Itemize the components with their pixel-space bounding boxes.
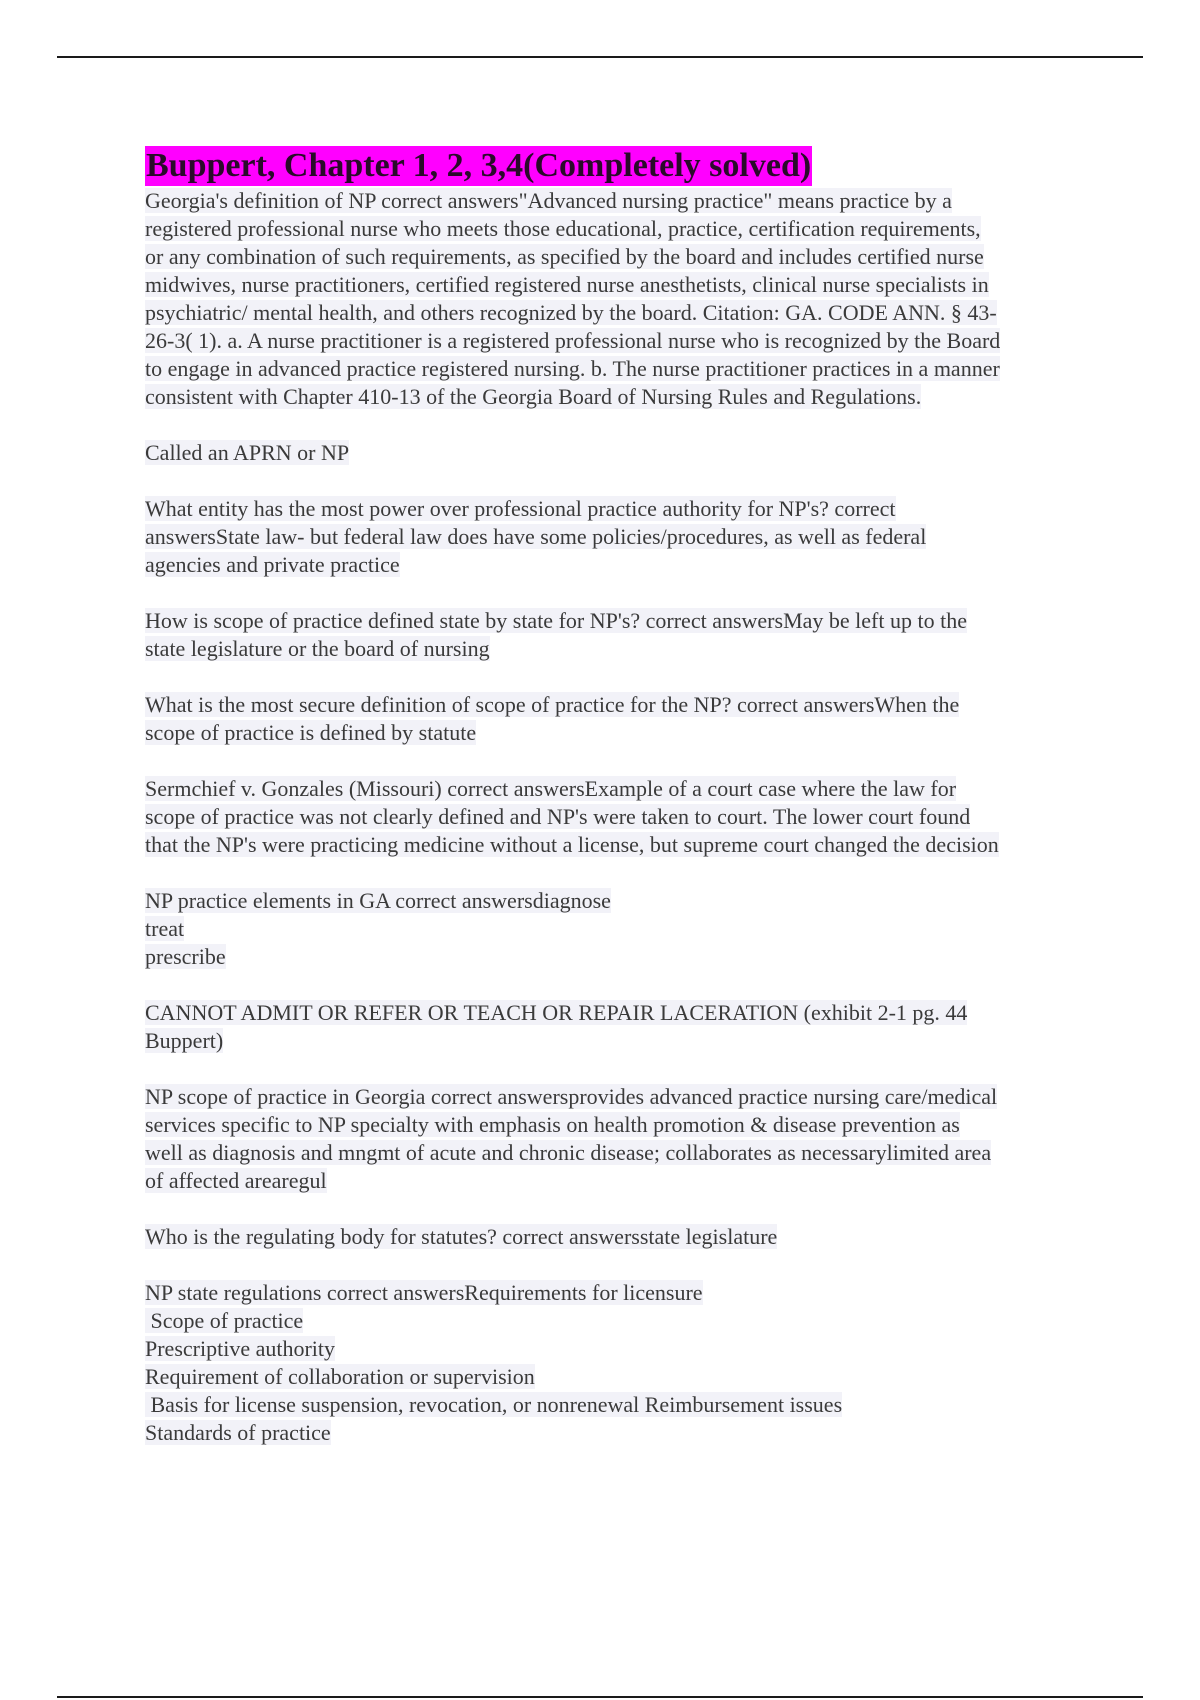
line-text: or any combination of such requirements, as specified by the board and includes certified nurse: [145, 244, 984, 269]
line-text: registered professional nurse who meets those educational, practice, certification requirements,: [145, 216, 981, 241]
paragraph-line: [145, 215, 1095, 243]
line-text: to engage in advanced practice registered nursing. b. The nurse practitioner practices in a manner: [145, 356, 1000, 381]
line-text: of affected arearegul: [145, 1168, 327, 1193]
paragraph-line: [145, 1027, 1095, 1055]
document-body: [145, 146, 1095, 1475]
paragraph-line: [145, 1335, 1095, 1363]
line-text: Who is the regulating body for statutes? correct answersstate legislature: [145, 1224, 778, 1249]
paragraph-line: [145, 915, 1095, 943]
paragraph-line: [145, 775, 1095, 803]
paragraph-line: [145, 1167, 1095, 1195]
paragraph-line: [145, 495, 1095, 523]
paragraph-line: [145, 523, 1095, 551]
paragraph: [145, 439, 1095, 467]
line-text: scope of practice is defined by statute: [145, 720, 477, 745]
line-text: What entity has the most power over professional practice authority for NP's? correct: [145, 496, 896, 521]
paragraph-line: [145, 691, 1095, 719]
paragraph-line: [145, 355, 1095, 383]
line-text: that the NP's were practicing medicine without a license, but supreme court changed the decision: [145, 832, 999, 857]
line-text: Sermchief v. Gonzales (Missouri) correct answersExample of a court case where the law for: [145, 776, 957, 801]
paragraph-line: [145, 1111, 1095, 1139]
line-text: NP scope of practice in Georgia correct answersprovides advanced practice nursing care/medical: [145, 1084, 998, 1109]
line-text: Georgia's definition of NP correct answers"Advanced nursing practice" means practice by a: [145, 188, 952, 213]
line-text: midwives, nurse practitioners, certified registered nurse anesthetists, clinical nurse specialists in: [145, 272, 989, 297]
top-rule: [57, 56, 1143, 58]
paragraph-list: [145, 187, 1095, 1447]
line-text: 26-3( 1). a. A nurse practitioner is a registered professional nurse who is recognized by the Board: [145, 328, 1001, 353]
paragraph: [145, 187, 1095, 411]
line-text: consistent with Chapter 410-13 of the Georgia Board of Nursing Rules and Regulations.: [145, 384, 922, 409]
line-text: How is scope of practice defined state by state for NP's? correct answersMay be left up to the: [145, 608, 967, 633]
line-text: Scope of practice: [145, 1308, 304, 1333]
paragraph-line: [145, 383, 1095, 411]
paragraph: [145, 775, 1095, 859]
paragraph-line: [145, 719, 1095, 747]
line-text: Buppert): [145, 1028, 224, 1053]
paragraph-line: [145, 243, 1095, 271]
paragraph: [145, 887, 1095, 971]
paragraph: [145, 495, 1095, 579]
paragraph-line: [145, 1419, 1095, 1447]
line-text: state legislature or the board of nursing: [145, 636, 490, 661]
line-text: scope of practice was not clearly defined and NP's were taken to court. The lower court found: [145, 804, 971, 829]
paragraph-line: [145, 999, 1095, 1027]
paragraph-line: [145, 1139, 1095, 1167]
paragraph: [145, 1223, 1095, 1251]
paragraph: [145, 607, 1095, 663]
paragraph-line: [145, 1363, 1095, 1391]
line-text: psychiatric/ mental health, and others recognized by the board. Citation: GA. CODE ANN. § 43-: [145, 300, 997, 325]
paragraph-line: [145, 1279, 1095, 1307]
paragraph-line: [145, 187, 1095, 215]
paragraph-line: [145, 635, 1095, 663]
paragraph-line: [145, 327, 1095, 355]
line-text: answersState law- but federal law does have some policies/procedures, as well as federal: [145, 524, 927, 549]
line-text: CANNOT ADMIT OR REFER OR TEACH OR REPAIR LACERATION (exhibit 2-1 pg. 44: [145, 1000, 968, 1025]
document-title: Buppert, Chapter 1, 2, 3,4(Completely solved): [146, 147, 812, 184]
paragraph-line: [145, 1083, 1095, 1111]
line-text: treat: [145, 916, 185, 941]
line-text: Prescriptive authority: [145, 1336, 336, 1361]
line-text: agencies and private practice: [145, 552, 400, 577]
paragraph-line: [145, 299, 1095, 327]
paragraph: [145, 1279, 1095, 1447]
paragraph-line: [145, 887, 1095, 915]
line-text: Called an APRN or NP: [145, 440, 350, 465]
line-text: prescribe: [145, 944, 226, 969]
paragraph-line: [145, 1391, 1095, 1419]
bottom-rule: [57, 1696, 1143, 1698]
paragraph-line: [145, 607, 1095, 635]
line-text: Standards of practice: [145, 1420, 331, 1445]
paragraph-line: [145, 551, 1095, 579]
paragraph: [145, 999, 1095, 1055]
line-text: NP state regulations correct answersRequirements for licensure: [145, 1280, 703, 1305]
paragraph-line: [145, 439, 1095, 467]
paragraph-line: [145, 1223, 1095, 1251]
line-text: services specific to NP specialty with emphasis on health promotion & disease prevention as: [145, 1112, 960, 1137]
paragraph: [145, 691, 1095, 747]
paragraph: [145, 1083, 1095, 1195]
line-text: Basis for license suspension, revocation, or nonrenewal Reimbursement issues: [145, 1392, 843, 1417]
line-text: What is the most secure definition of scope of practice for the NP? correct answersWhen the: [145, 692, 960, 717]
paragraph-line: [145, 943, 1095, 971]
line-text: NP practice elements in GA correct answersdiagnose: [145, 888, 611, 913]
paragraph-line: [145, 803, 1095, 831]
paragraph-line: [145, 271, 1095, 299]
line-text: Requirement of collaboration or supervision: [145, 1364, 535, 1389]
line-text: well as diagnosis and mngmt of acute and chronic disease; collaborates as necessarylimited area: [145, 1140, 992, 1165]
paragraph-line: [145, 831, 1095, 859]
paragraph-line: [145, 1307, 1095, 1335]
